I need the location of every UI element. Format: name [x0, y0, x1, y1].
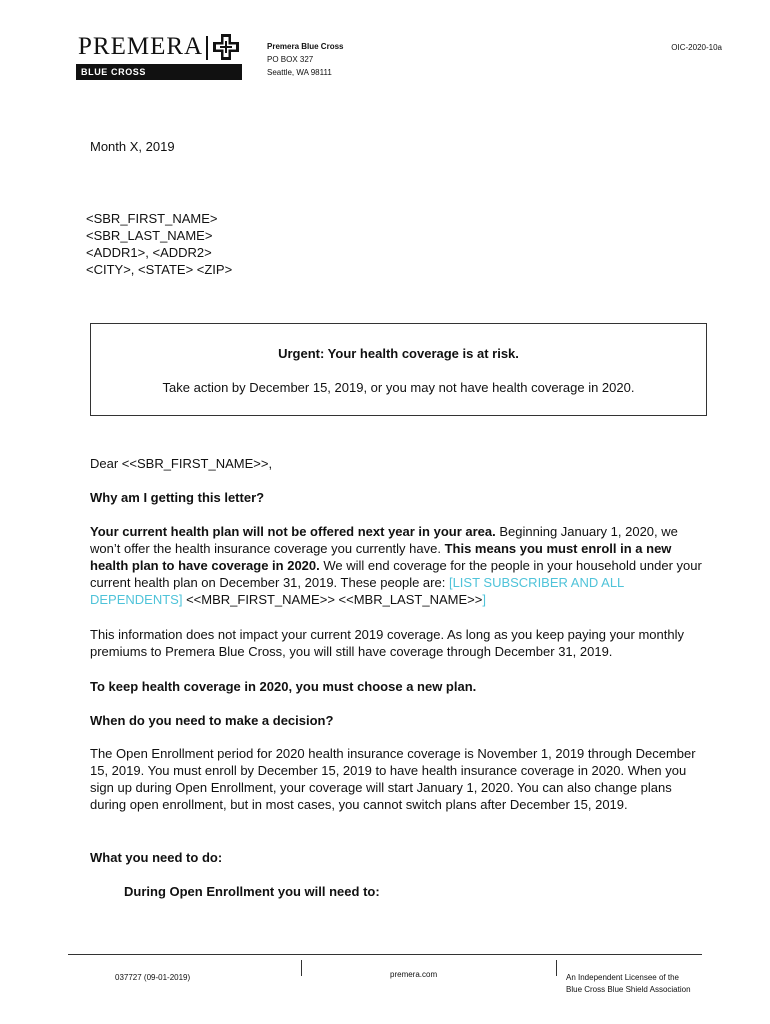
- logo-divider: [206, 36, 208, 60]
- salutation: Dear <<SBR_FIRST_NAME>>,: [90, 456, 273, 471]
- p1-text-2: We will end coverage for the people in your household under your current health plan on December 31, 2019. These people are:: [90, 558, 702, 590]
- blue-cross-logo-icon: [212, 33, 240, 61]
- footer-license: [566, 972, 691, 996]
- blue-cross-band: BLUE CROSS: [76, 64, 242, 80]
- placeholder-close: ]: [482, 592, 486, 607]
- p1-bold-2: This means you must enroll in a new health plan to have coverage in 2020.: [90, 541, 672, 573]
- p1-bold-1: Your current health plan will not be offered next year in your area.: [90, 524, 496, 539]
- paragraph-current-coverage: This information does not impact your current 2019 coverage. As long as you keep paying your monthly premiums to Premera Blue Cross, you will still have coverage through December 31, 2019.: [90, 627, 684, 659]
- p1-text-1: Beginning January 1, 2020, we won’t offer the health insurance coverage you currently have.: [90, 524, 678, 556]
- heading-what: What you need to do:: [90, 850, 223, 865]
- member-names: <<MBR_FIRST_NAME>> <<MBR_LAST_NAME>>: [182, 592, 483, 607]
- alert-body: Take action by December 15, 2019, or you may not have health coverage in 2020.: [162, 380, 635, 395]
- footer-form-code: 037727 (09-01-2019): [115, 973, 191, 982]
- premera-logo-text: PREMERA: [78, 33, 204, 60]
- footer-separator: [556, 960, 557, 976]
- heading-why: Why am I getting this letter?: [90, 490, 265, 505]
- letter-date: Month X, 2019: [90, 139, 175, 154]
- sender-address-line-2: Seattle, WA 98111: [267, 68, 332, 77]
- footer-divider: [68, 954, 702, 955]
- footer-separator: [301, 960, 302, 976]
- paragraph-plan-ending: [90, 523, 710, 608]
- footer-website-link[interactable]: premera.com: [390, 970, 438, 979]
- urgent-alert-box: [90, 323, 707, 416]
- license-line-2: Blue Cross Blue Shield Association: [566, 985, 691, 994]
- sender-address-line-1: PO BOX 327: [267, 55, 314, 64]
- subheading-during-open-enrollment: During Open Enrollment you will need to:: [124, 884, 380, 899]
- keep-coverage-statement: To keep health coverage in 2020, you must choose a new plan.: [90, 679, 477, 694]
- recipient-city-state-zip: <CITY>, <STATE> <ZIP>: [86, 262, 233, 277]
- sender-name: Premera Blue Cross: [267, 42, 344, 51]
- dependents-placeholder: [LIST SUBSCRIBER AND ALL DEPENDENTS]: [90, 575, 624, 607]
- alert-title: Urgent: Your health coverage is at risk.: [278, 346, 519, 361]
- license-line-1: An Independent Licensee of the: [566, 973, 679, 982]
- recipient-address: <ADDR1>, <ADDR2>: [86, 245, 212, 260]
- paragraph-open-enrollment: The Open Enrollment period for 2020 health insurance coverage is November 1, 2019 through December 15, 2019. You must enroll by December 15, 2019 to have health insurance coverage in 2020. When you sign up during Open Enrollment, your coverage will start January 1, 2020. You can also change plans during open enrollment, but in most cases, you cannot switch plans after December 15, 2019.: [90, 746, 696, 812]
- recipient-last-name: <SBR_LAST_NAME>: [86, 228, 213, 243]
- recipient-first-name: <SBR_FIRST_NAME>: [86, 211, 218, 226]
- heading-when: When do you need to make a decision?: [90, 713, 334, 728]
- form-id: OIC-2020-10a: [671, 43, 722, 52]
